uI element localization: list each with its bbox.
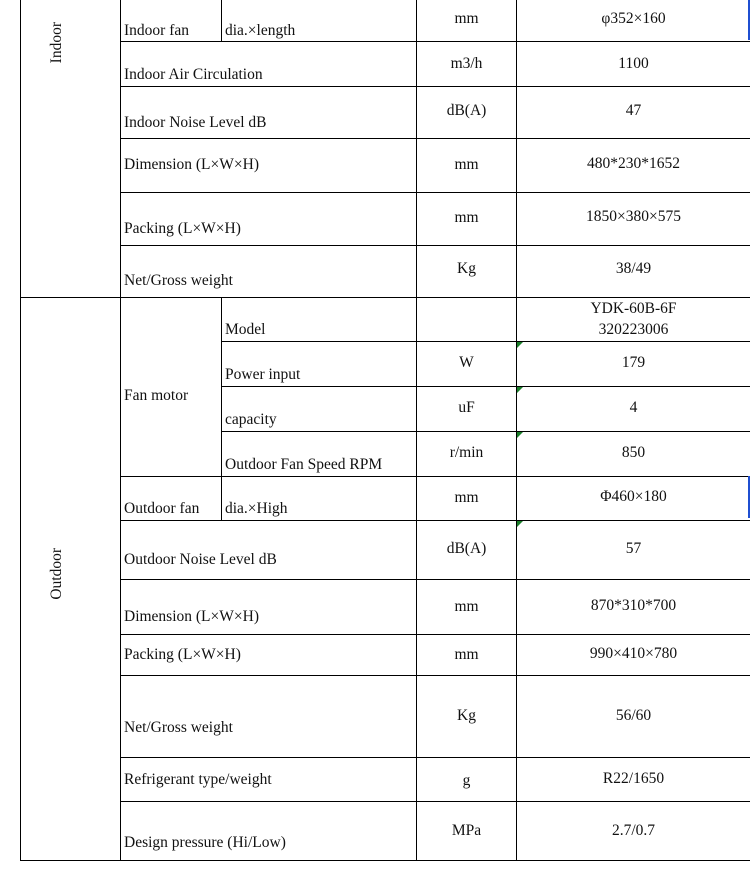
row-label: Net/Gross weight — [124, 272, 233, 289]
grid-line — [221, 297, 222, 520]
grid-line — [120, 634, 750, 635]
grid-line — [120, 675, 750, 676]
row-sublabel: Model — [225, 321, 266, 338]
value-cell: 2.7/0.7 — [611, 822, 656, 839]
row-label: Dimension (L×W×H) — [124, 156, 259, 173]
grid-line — [120, 801, 750, 802]
grid-line — [221, 341, 750, 342]
value-cell-line1: YDK-60B-6F — [590, 300, 677, 317]
value-cell: φ352×160 — [601, 10, 666, 27]
row-sublabel: dia.×High — [225, 500, 288, 517]
grid-line — [120, 520, 750, 521]
row-sublabel: dia.×length — [225, 22, 296, 39]
row-label: Packing (L×W×H) — [124, 220, 241, 237]
value-cell-line2: 320223006 — [598, 321, 669, 338]
row-label: Indoor Air Circulation — [124, 66, 263, 83]
comment-marker — [517, 521, 523, 527]
comment-marker — [517, 387, 523, 393]
unit-cell: mm — [454, 489, 479, 506]
value-cell: 870*310*700 — [590, 597, 677, 614]
row-sublabel: Outdoor Fan Speed RPM — [225, 456, 383, 473]
value-cell: 4 — [629, 399, 638, 416]
grid-line — [221, 386, 750, 387]
row-label: Outdoor fan — [124, 500, 200, 517]
grid-line — [20, 0, 21, 861]
value-cell: 990×410×780 — [589, 645, 678, 662]
row-label: Design pressure (Hi/Low) — [124, 834, 286, 851]
unit-cell: m3/h — [450, 55, 483, 72]
row-label: Outdoor Noise Level dB — [124, 551, 277, 568]
row-label: Dimension (L×W×H) — [124, 608, 259, 625]
comment-marker — [517, 342, 523, 348]
value-cell: 57 — [625, 540, 642, 557]
unit-cell: Kg — [457, 707, 476, 724]
grid-line — [120, 757, 750, 758]
row-label: Net/Gross weight — [124, 719, 233, 736]
grid-line — [221, 0, 222, 41]
grid-line — [221, 431, 750, 432]
value-cell: 56/60 — [615, 707, 652, 724]
unit-cell: mm — [454, 598, 479, 615]
unit-cell: MPa — [451, 822, 482, 839]
grid-line — [120, 192, 750, 193]
unit-cell: r/min — [449, 444, 484, 461]
value-cell: 1850×380×575 — [586, 208, 681, 225]
row-label: Indoor fan — [124, 22, 189, 39]
grid-line — [120, 41, 750, 42]
value-cell: R22/1650 — [602, 770, 665, 787]
unit-cell: dB(A) — [446, 540, 487, 557]
value-cell: 47 — [625, 102, 642, 119]
grid-line — [120, 0, 121, 861]
grid-line — [120, 476, 750, 477]
grid-line — [20, 860, 750, 861]
value-cell: Φ460×180 — [600, 488, 667, 505]
unit-cell: uF — [458, 399, 475, 416]
unit-cell: mm — [454, 209, 479, 226]
row-label: Indoor Noise Level dB — [124, 114, 267, 131]
value-cell: 1100 — [618, 55, 649, 72]
grid-line — [120, 579, 750, 580]
unit-cell: dB(A) — [446, 102, 487, 119]
grid-line — [120, 86, 750, 87]
unit-cell: mm — [454, 10, 479, 27]
unit-cell: g — [462, 772, 471, 789]
unit-cell: mm — [454, 646, 479, 663]
grid-line — [120, 138, 750, 139]
value-cell: 179 — [621, 354, 646, 371]
unit-cell: mm — [454, 156, 479, 173]
grid-line — [120, 245, 750, 246]
row-sublabel: Power input — [225, 366, 301, 383]
comment-marker — [517, 432, 523, 438]
value-cell: 38/49 — [615, 260, 652, 277]
row-label: Refrigerant type/weight — [124, 771, 272, 788]
unit-cell: Kg — [457, 260, 476, 277]
unit-cell: W — [459, 354, 474, 371]
section-label-indoor: Indoor — [48, 22, 65, 64]
section-label-outdoor: Outdoor — [48, 548, 65, 600]
row-sublabel: capacity — [225, 411, 277, 428]
row-label: Packing (L×W×H) — [124, 646, 241, 663]
value-cell: 480*230*1652 — [587, 155, 680, 172]
row-label: Fan motor — [124, 387, 189, 404]
value-cell: 850 — [621, 444, 646, 461]
